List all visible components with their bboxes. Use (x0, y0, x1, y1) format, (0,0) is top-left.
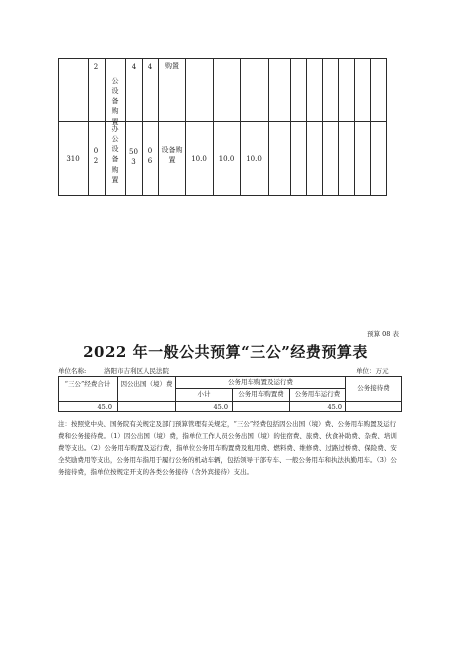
header-abroad: 因公出国（境）费 (120, 380, 173, 388)
unit-label: 单位名称: (58, 367, 87, 375)
row2-col-c: 503 (129, 148, 138, 166)
row1-col-e: 4 (147, 63, 153, 71)
row2-col-b: 02 (93, 147, 99, 166)
header-reception: 公务接待费 (357, 384, 390, 392)
row2-col-d: 06 (147, 147, 153, 166)
row1-col-a: 2 (93, 63, 99, 71)
page-title: 2022 年一般公共预算“三公”经费预算表 (83, 343, 368, 361)
row1-col-d: 4 (131, 63, 137, 71)
row2-v1: 10.0 (191, 155, 207, 163)
value-total: 45.0 (97, 403, 112, 411)
header-total: “三公”经费合计 (64, 380, 111, 388)
row1-name: 公设备购置 (111, 77, 119, 126)
row2-v2: 10.0 (218, 155, 235, 163)
row2-label: 设备购置 (161, 146, 183, 164)
value-operation: 45.0 (327, 403, 342, 411)
currency-unit: 单位：万元 (356, 367, 389, 375)
row2-code: 310 (66, 155, 80, 163)
value-subtotal: 45.0 (213, 403, 228, 411)
header-subtotal: 小计 (197, 390, 211, 398)
header-operation: 公务用车运行费 (294, 390, 341, 398)
row1-label: 购置 (165, 62, 179, 70)
row2-name: 办公设备购置 (111, 125, 119, 184)
table-number: 预算 08 表 (367, 330, 399, 338)
notes-paragraph: 注：按照党中央、国务院有关规定及部门预算管理有关规定，“三公”经费包括因公出国（境）费、公务用车购置及运行费和公务接待费。（1）因公出国（境）费，指单位工作人员公务出国（境）的住宿费、旅费、伙食补助费、杂费、培训费等支出。（2）公务用车购置及运行费，指单位公务用车购置费及租用费、燃料费、维修费、过路过桥费、保险费、安全奖励费用等支出，公务用车指用于履行公务的机动车辆，包括领导干部专车、一般公务用车和执法执勤用车。（3）公务接待费，指单位按规定开支的各类公务接待（含外宾接待）支出。 (58, 420, 397, 477)
header-vehicle: 公务用车购置及运行费 (228, 378, 293, 386)
row2-v3: 10.0 (246, 155, 262, 163)
unit-name: 洛阳市吉利区人民法院 (104, 367, 169, 375)
header-purchase: 公务用车购置费 (238, 390, 284, 398)
